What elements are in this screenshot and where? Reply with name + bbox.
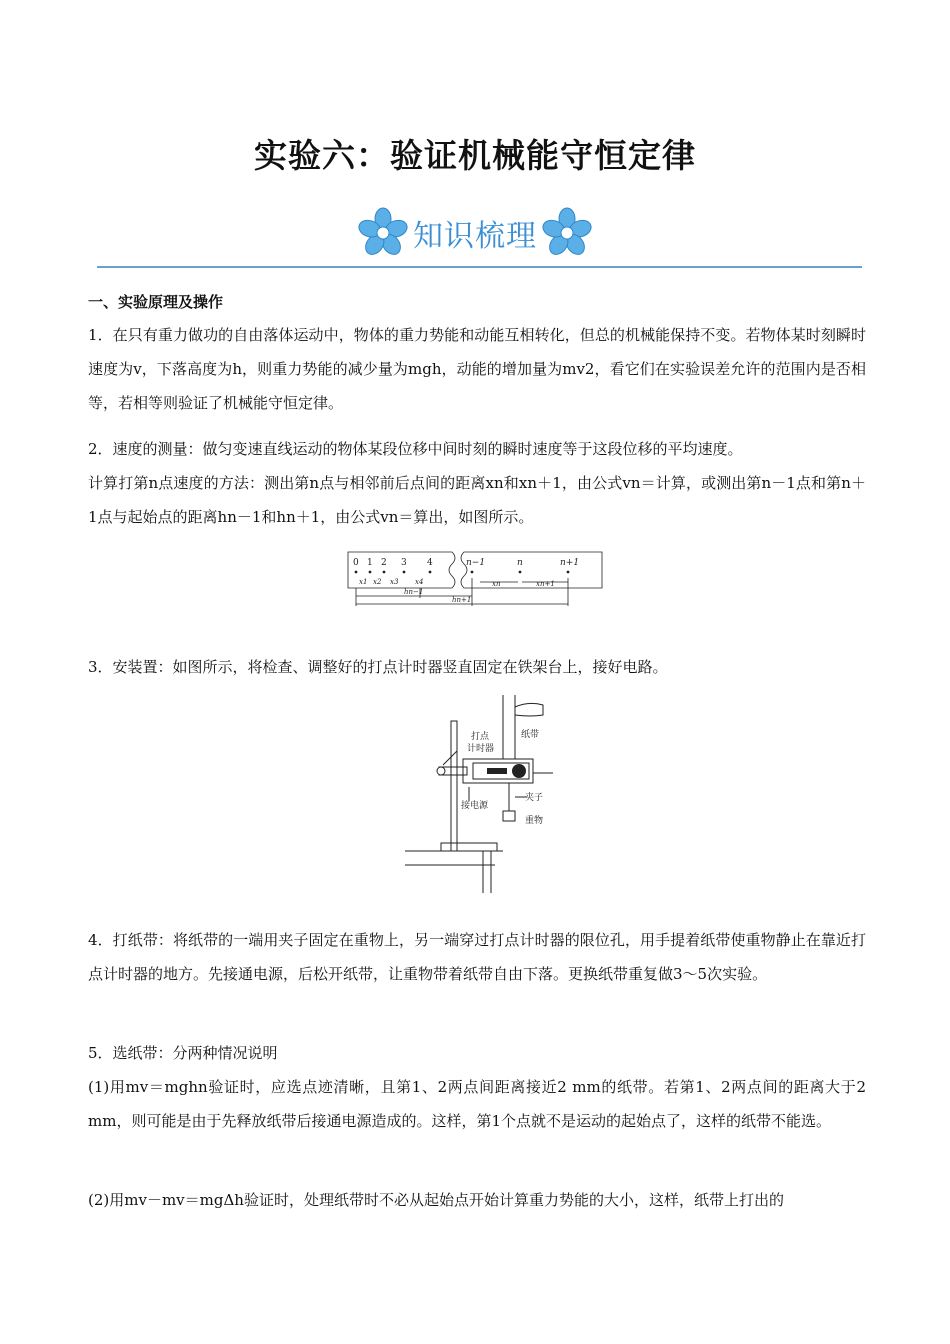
clip-label: 夹子 <box>525 793 544 803</box>
tape-point-label: 3 <box>401 558 407 568</box>
weight-label: 重物 <box>525 816 544 826</box>
section-heading: 一、实验原理及操作 <box>88 293 224 311</box>
section-banner <box>0 203 950 263</box>
apparatus-figure <box>403 693 553 895</box>
tape-x-label: x3 <box>390 578 399 586</box>
paragraph-method: 计算打第n点速度的方法：测出第n点与相邻前后点间的距离xn和xn＋1，由公式vn＝计算，或测出第n－1点和第n＋1点与起始点的距离hn－1和hn＋1，由公式vn＝算出，如图所示。 <box>88 474 866 526</box>
tape-point-label: 1 <box>367 558 373 568</box>
tape-xn-label: xn <box>492 580 501 588</box>
tape-point-label: 0 <box>353 558 359 568</box>
power-label: 接电源 <box>461 801 489 811</box>
page-title: 实验六：验证机械能守恒定律 <box>254 136 696 175</box>
divider-line <box>97 266 862 268</box>
tape-point-label: n <box>517 558 523 568</box>
tape-label: 纸带 <box>521 730 540 740</box>
tape-x-label: x2 <box>373 578 382 586</box>
paragraph-case1: (1)用mv＝mghn验证时，应选点迹清晰，且第1、2两点间距离接近2 mm的纸带。若第1、2两点间的距离大于2 mm，则可能是由于先释放纸带后接通电源造成的。这样，第1个点就不是运动的起始点了，这样的纸带不能选。 <box>88 1078 866 1130</box>
paragraph-speed: 2．速度的测量：做匀变速直线运动的物体某段位移中间时刻的瞬时速度等于这段位移的平均速度。 <box>88 440 743 458</box>
paragraph-choose: 5．选纸带：分两种情况说明 <box>88 1044 278 1062</box>
paragraph-principle: 1．在只有重力做功的自由落体运动中，物体的重力势能和动能互相转化，但总的机械能保持不变。若物体某时刻瞬时速度为v，下落高度为h，则重力势能的减少量为mgh，动能的增加量为mv2，看它们在实验误差允许的范围内是否相等，若相等则验证了机械能守恒定律。 <box>88 326 866 412</box>
tape-point-label: 2 <box>381 558 387 568</box>
paper-tape-figure <box>340 548 605 610</box>
paragraph-setup: 3．安装置：如图所示，将检查、调整好的打点计时器竖直固定在铁架台上，接好电路。 <box>88 658 668 676</box>
paragraph-case2: (2)用mv－mv＝mgΔh验证时，处理纸带时不必从起始点开始计算重力势能的大小，这样，纸带上打出的 <box>88 1191 784 1209</box>
tape-point-label: 4 <box>427 558 433 568</box>
flower-icon <box>357 207 409 259</box>
banner-title: 知识梳理 <box>413 219 537 254</box>
tape-x-label: x1 <box>359 578 368 586</box>
tape-x-label: x4 <box>415 578 424 586</box>
flower-icon <box>541 207 593 259</box>
tape-h-prev-label: hn−1 <box>404 588 424 596</box>
tape-h-next-label: hn+1 <box>452 596 472 604</box>
tape-point-label: n+1 <box>560 558 580 568</box>
tape-xn1-label: xn+1 <box>536 580 555 588</box>
timer-label-1: 打点 <box>471 732 490 742</box>
tape-point-label: n−1 <box>466 558 486 568</box>
paragraph-tape: 4．打纸带：将纸带的一端用夹子固定在重物上，另一端穿过打点计时器的限位孔，用手提着纸带使重物静止在靠近打点计时器的地方。先接通电源，后松开纸带，让重物带着纸带自由下落。更换纸带重复做3～5次实验。 <box>88 931 866 983</box>
timer-label-2: 计时器 <box>467 744 495 754</box>
